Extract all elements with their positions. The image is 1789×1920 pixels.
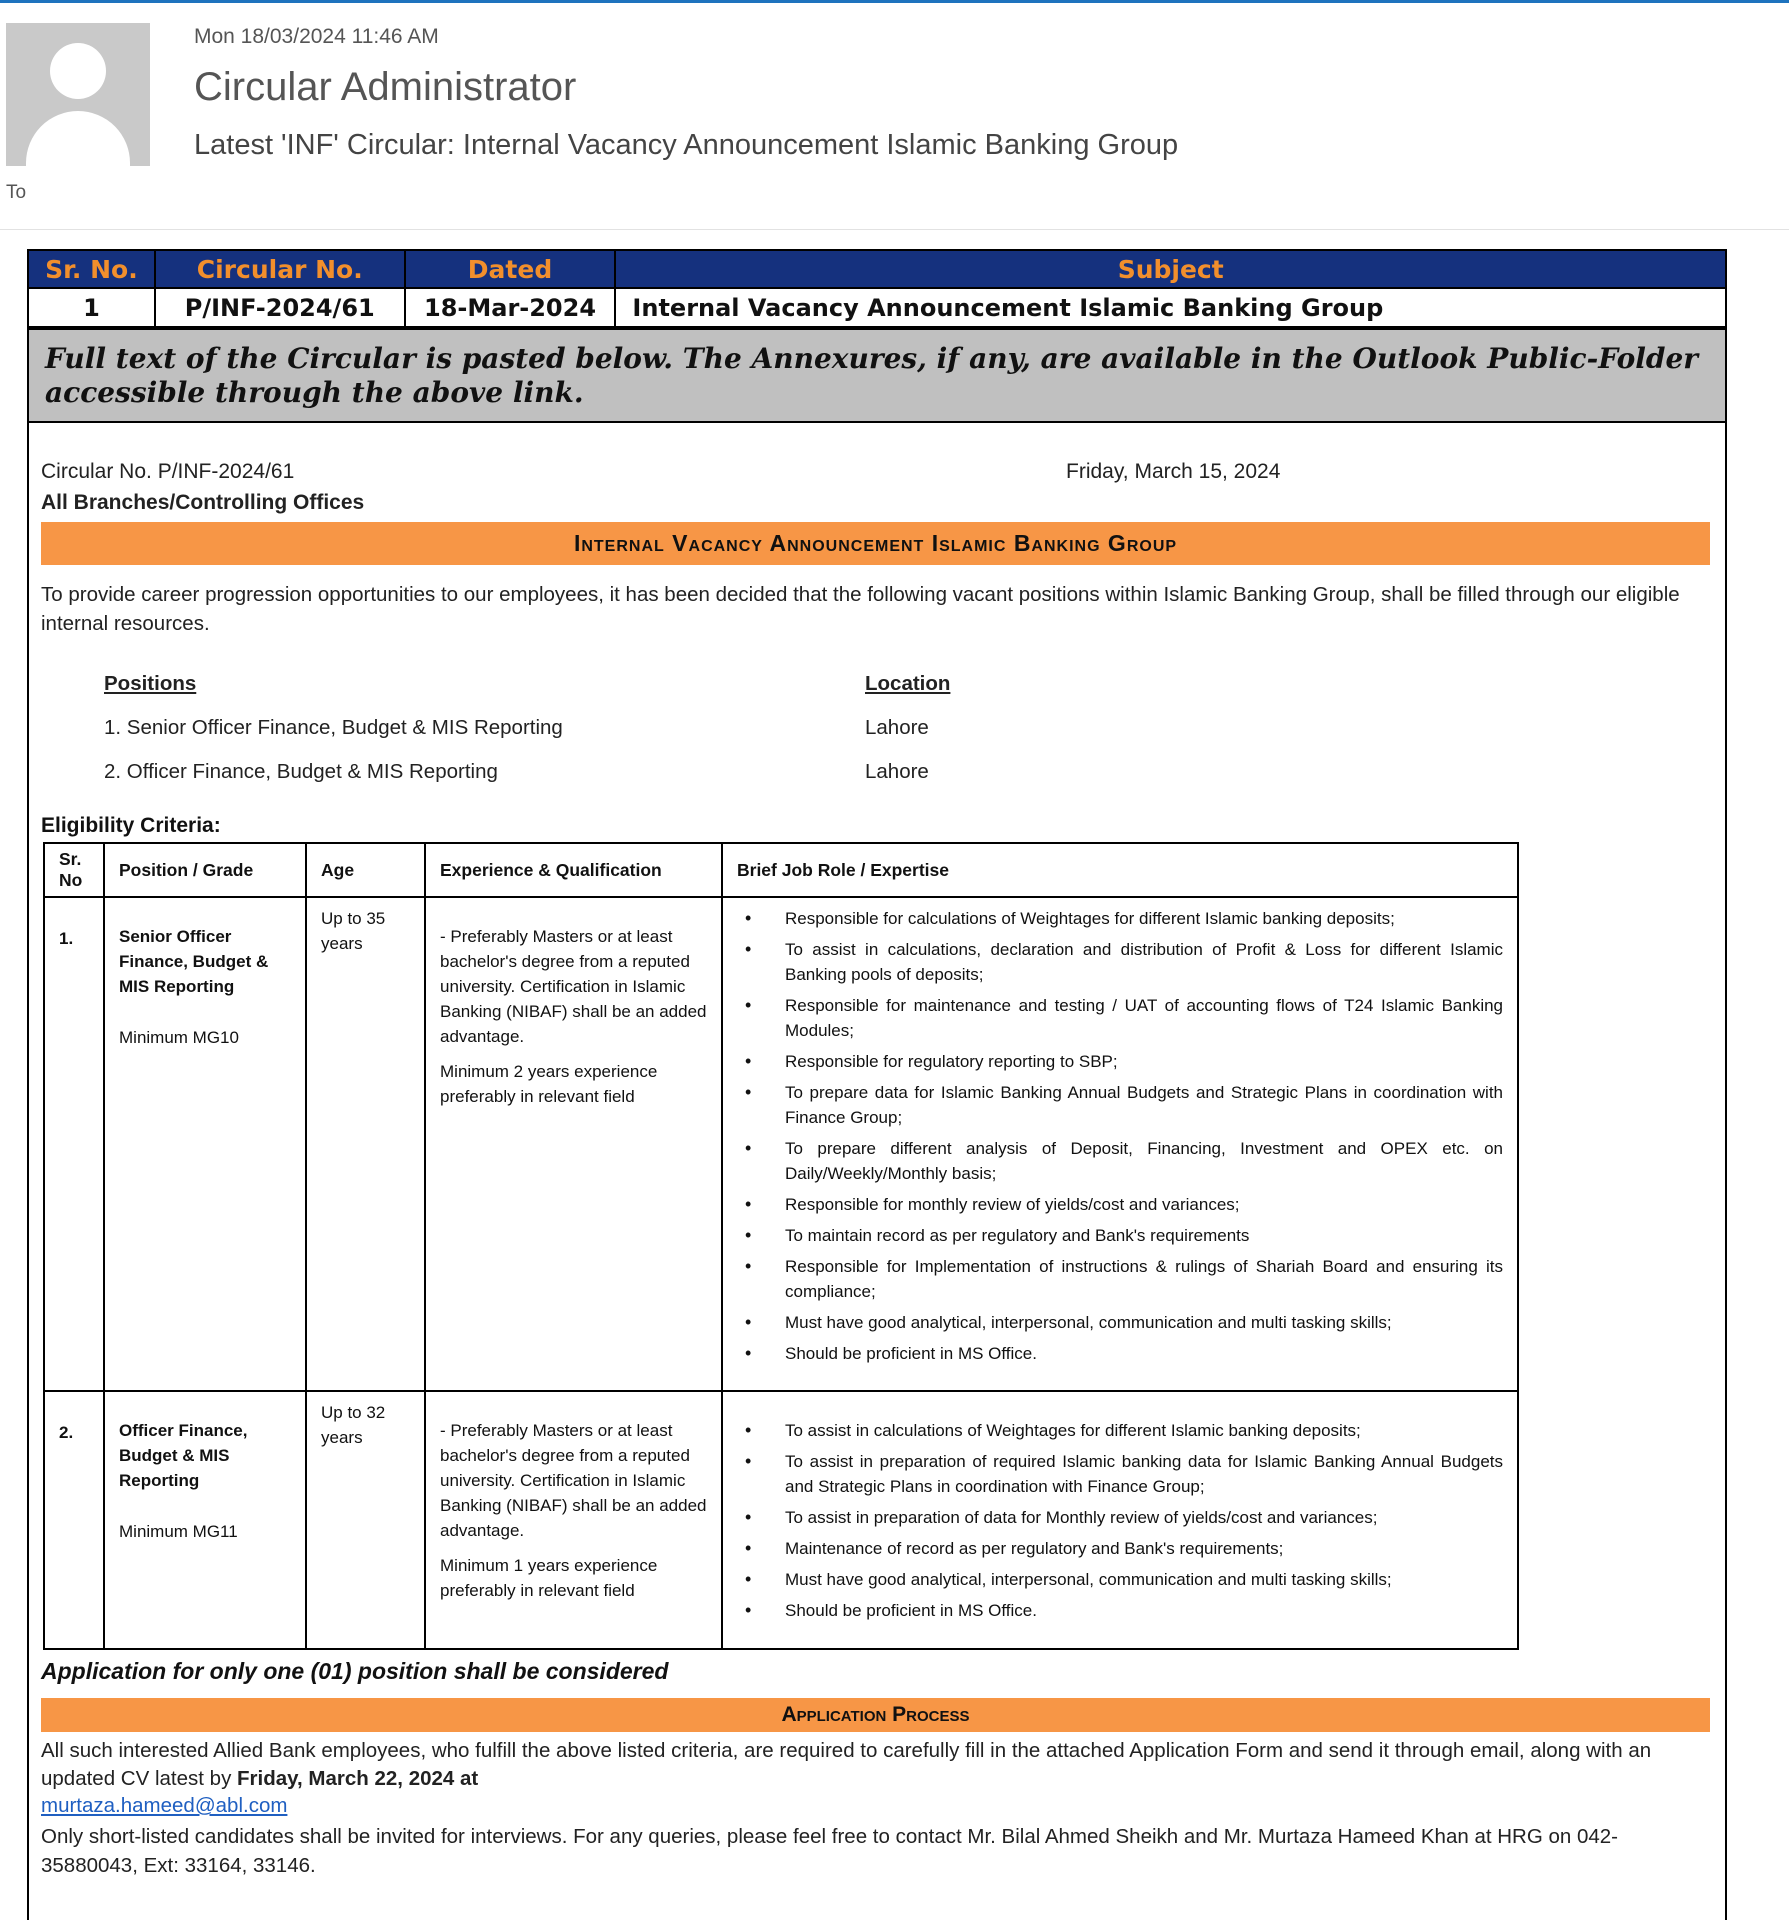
role-item: • Should be proficient in MS Office. <box>737 1598 1503 1623</box>
process-body: All such interested Allied Bank employees, who fulfill the above listed criteria, are required to carefully fill in the attached Application Form and send it through email, along with an updated CV latest by <box>41 1739 1652 1790</box>
circular-recipients: All Branches/Controlling Offices <box>41 491 365 514</box>
email-sender[interactable]: Circular Administrator <box>194 65 577 109</box>
process-deadline: Friday, March 22, 2024 at <box>237 1767 479 1790</box>
sender-avatar-icon <box>6 23 150 166</box>
role-item: • Responsible for regulatory reporting to SBP; <box>737 1049 1503 1074</box>
position-grade: Minimum MG11 <box>119 1522 238 1541</box>
elig-header-age: Age <box>306 843 425 897</box>
eligibility-table <box>43 842 1519 1650</box>
role-list <box>737 1418 1503 1623</box>
summary-circular-no: P/INF-2024/61 <box>155 288 405 327</box>
contact-email-link[interactable]: murtaza.hameed@abl.com <box>41 1794 288 1817</box>
role-item: • Should be proficient in MS Office. <box>737 1341 1503 1366</box>
circular-intro: To provide career progression opportunities to our employees, it has been decided that the following vacant positions within Islamic Banking Group, shall be filled through our eligible internal resources. <box>41 583 1680 635</box>
position-title: Senior Officer Finance, Budget & MIS Reporting <box>119 927 269 996</box>
elig-header-experience: Experience & Qualification <box>425 843 722 897</box>
elig-row-experience <box>425 897 722 1391</box>
role-item: • To assist in calculations, declaration and distribution of Profit & Loss for different Islamic Banking pools of deposits; <box>737 937 1503 987</box>
summary-srno: 1 <box>28 288 155 327</box>
table-row <box>44 1391 1518 1649</box>
summary-header-srno: Sr. No. <box>28 250 155 288</box>
role-item: • Responsible for monthly review of yields/cost and variances; <box>737 1192 1503 1217</box>
circular-number: Circular No. P/INF-2024/61 <box>41 460 295 483</box>
experience-text: Minimum 1 years experience preferably in relevant field <box>440 1556 658 1600</box>
email-subject: Latest 'INF' Circular: Internal Vacancy Announcement Islamic Banking Group <box>194 129 1179 161</box>
application-process-text <box>41 1737 1713 1793</box>
summary-row <box>28 288 1726 327</box>
role-item: • To assist in preparation of required Islamic banking data for Islamic Banking Annual Budgets and Strategic Plans in coordination with Finance Group; <box>737 1449 1503 1499</box>
elig-row-age: Up to 32 years <box>306 1391 425 1649</box>
fulltext-note: Full text of the Circular is pasted below. The Annexures, if any, are available in the Outlook Public-Folder accessible through the above link. <box>27 328 1727 423</box>
summary-header-circular-no: Circular No. <box>155 250 405 288</box>
application-process-banner: Application Process <box>41 1698 1710 1732</box>
role-item: • Must have good analytical, interpersonal, communication and multi tasking skills; <box>737 1310 1503 1335</box>
elig-row-position <box>104 897 306 1391</box>
position-title: Officer Finance, Budget & MIS Reporting <box>119 1421 248 1490</box>
role-item: • To maintain record as per regulatory and Bank's requirements <box>737 1223 1503 1248</box>
circular-summary-table <box>27 249 1727 328</box>
role-item: • Responsible for maintenance and testing / UAT of accounting flows of T24 Islamic Banking Modules; <box>737 993 1503 1043</box>
one-position-note: Application for only one (01) position shall be considered <box>41 1658 669 1684</box>
position-location-2: Lahore <box>865 760 929 783</box>
email-header <box>0 3 1789 231</box>
elig-row-experience <box>425 1391 722 1649</box>
circular-title-banner: Internal Vacancy Announcement Islamic Banking Group <box>41 522 1710 565</box>
elig-header-srno: Sr. No <box>44 843 104 897</box>
elig-row-num: 2. <box>44 1391 104 1649</box>
qualification-text: - Preferably Masters or at least bachelor's degree from a reputed university. Certification in Islamic Banking (NIBAF) shall be an added advantage. <box>440 927 707 1046</box>
contact-text: Only short-listed candidates shall be invited for interviews. For any queries, please feel free to contact Mr. Bilal Ahmed Sheikh and Mr. Murtaza Hameed Khan at HRG on 042-35880043, Ext: 33164, 33146. <box>41 1825 1619 1877</box>
elig-row-position <box>104 1391 306 1649</box>
elig-header-role: Brief Job Role / Expertise <box>722 843 1518 897</box>
role-item: • Maintenance of record as per regulatory and Bank's requirements; <box>737 1536 1503 1561</box>
email-to-label: To <box>6 182 27 203</box>
role-item: • Responsible for calculations of Weightages for different Islamic banking deposits; <box>737 906 1503 931</box>
table-row <box>44 897 1518 1391</box>
eligibility-title: Eligibility Criteria: <box>41 814 221 837</box>
role-item: • To assist in preparation of data for Monthly review of yields/cost and variances; <box>737 1505 1503 1530</box>
elig-header-position: Position / Grade <box>104 843 306 897</box>
position-grade: Minimum MG10 <box>119 1028 239 1047</box>
elig-row-num: 1. <box>44 897 104 1391</box>
role-item: • To assist in calculations of Weightages for different Islamic banking deposits; <box>737 1418 1503 1443</box>
elig-row-roles <box>722 897 1518 1391</box>
email-datetime: Mon 18/03/2024 11:46 AM <box>194 25 439 48</box>
role-item: • Responsible for Implementation of instructions & rulings of Shariah Board and ensuring its compliance; <box>737 1254 1503 1304</box>
summary-subject: Internal Vacancy Announcement Islamic Banking Group <box>615 288 1726 327</box>
position-item-1: 1. Senior Officer Finance, Budget & MIS Reporting <box>104 716 563 739</box>
summary-header-subject: Subject <box>615 250 1726 288</box>
position-location-1: Lahore <box>865 716 929 739</box>
role-item: • To prepare different analysis of Deposit, Financing, Investment and OPEX etc. on Daily/Weekly/Monthly basis; <box>737 1136 1503 1186</box>
positions-header: Positions <box>104 672 197 695</box>
role-item: • To prepare data for Islamic Banking Annual Budgets and Strategic Plans in coordination with Finance Group; <box>737 1080 1503 1130</box>
circular-date: Friday, March 15, 2024 <box>1066 460 1281 483</box>
header-divider <box>0 229 1789 230</box>
qualification-text: - Preferably Masters or at least bachelor's degree from a reputed university. Certification in Islamic Banking (NIBAF) shall be an added advantage. <box>440 1421 707 1540</box>
elig-row-roles <box>722 1391 1518 1649</box>
role-list <box>737 906 1503 1366</box>
role-item: • Must have good analytical, interpersonal, communication and multi tasking skills; <box>737 1567 1503 1592</box>
summary-dated: 18-Mar-2024 <box>405 288 616 327</box>
elig-row-age: Up to 35 years <box>306 897 425 1391</box>
experience-text: Minimum 2 years experience preferably in relevant field <box>440 1062 658 1106</box>
location-header: Location <box>865 672 951 695</box>
summary-header-dated: Dated <box>405 250 616 288</box>
position-item-2: 2. Officer Finance, Budget & MIS Reporting <box>104 760 498 783</box>
